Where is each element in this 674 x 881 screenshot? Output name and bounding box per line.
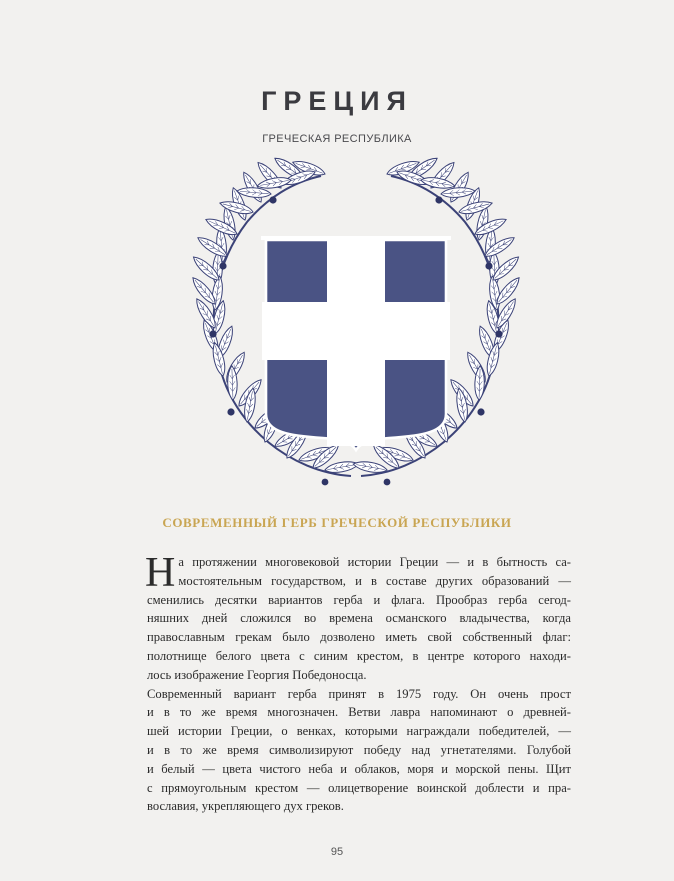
text-line: шей истории Греции, о венках, которыми награждали победителей, — [147,724,571,739]
drop-cap: Н [145,550,176,596]
shield [261,236,451,450]
text-line: православным грекам было дозволено иметь свой собственный флаг: [147,630,571,645]
text-line: полотнище белого цвета с синим крестом, в центре которого находи- [147,648,571,663]
figure-caption: СОВРЕМЕННЫЙ ГЕРБ ГРЕЧЕСКОЙ РЕСПУБЛИКИ [162,515,512,530]
text-line: с прямоугольным крестом — олицетворение воинской доблести и пра- [147,780,571,795]
laurel-leaf [324,459,359,474]
text-line: лось изображение Георгия Победоносца. [147,667,367,682]
text-line: мостоятельным государством, и в составе других образований — [178,573,571,588]
text-line: и белый — цвета чистого неба и облаков, моря и морской пены. Щит [147,761,571,776]
text-line: вославия, укрепляющего дух греков. [147,799,344,814]
page-title: ГРЕЦИЯ [261,86,413,116]
text-line: сменились десятки вариантов герба и флага. Прообраз герба сегод- [147,592,571,607]
text-line: и в то же время многозначен. Ветви лавра напоминают о древней- [147,705,571,720]
text-line: няшних дней сложился во времена османского владычества, когда [147,611,571,626]
laurel-leaf [352,459,387,474]
page-subtitle: ГРЕЧЕСКАЯ РЕСПУБЛИКА [262,133,412,145]
coat-of-arms-image [175,156,537,508]
text-line: Современный вариант герба принят в 1975 году. Он очень прост [147,686,571,701]
text-line: и в то же время символизируют победу над угнетателями. Голубой [147,742,571,757]
text-line: а протяжении многовековой истории Греции — и в бытность са- [178,555,571,569]
article-body [145,550,571,816]
page-number: 95 [330,846,344,858]
shield-cross-horizontal [262,302,450,360]
